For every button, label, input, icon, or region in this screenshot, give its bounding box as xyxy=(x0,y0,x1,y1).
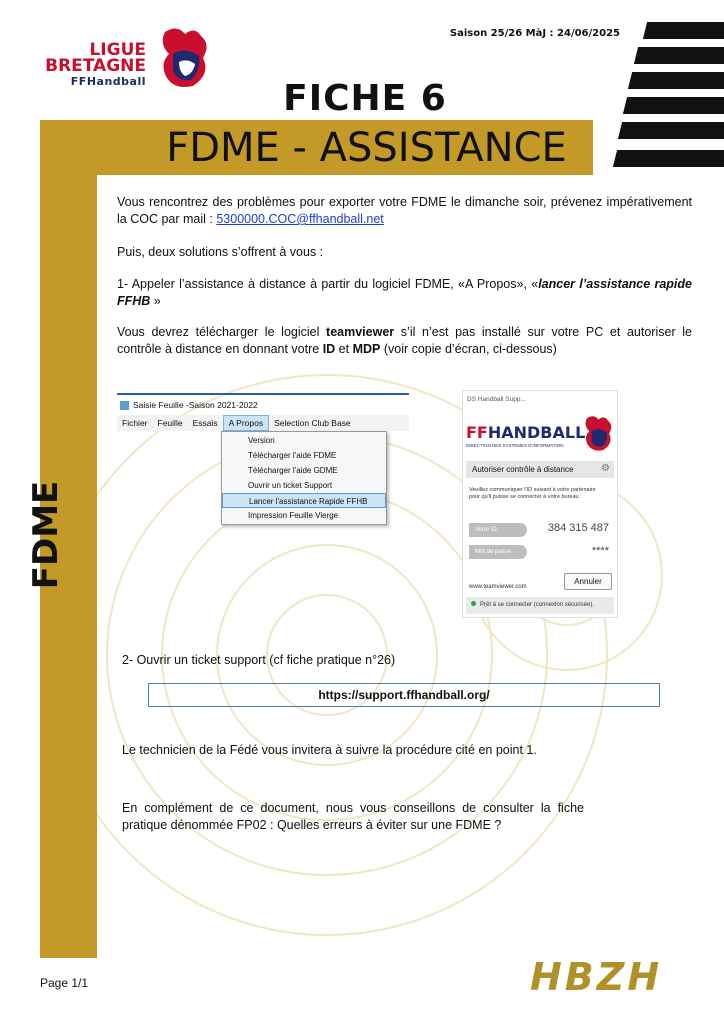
page-title: FDME - ASSISTANCE xyxy=(166,125,567,171)
menu-essais[interactable]: Essais xyxy=(192,418,218,428)
logo-ffhb-text: FFHandball xyxy=(70,75,146,88)
tv-id-value: 384 315 487 xyxy=(547,522,609,534)
paragraph-teamviewer: Vous devrez télécharger le logiciel teamviewer s’il n’est pas installé sur votre PC et autoriser le contrôle à distance en donnant votre ID et MDP (voir copie d’écran, ci-dessous) xyxy=(117,325,692,356)
stripe-6 xyxy=(613,150,724,167)
status-dot-icon xyxy=(471,601,476,606)
tv-brand-subtitle: DIRECTION DES SYSTEMES D'INFORMATION xyxy=(466,443,564,448)
stripe-1 xyxy=(643,22,724,39)
coc-email-link[interactable]: 5300000.COC@ffhandball.net xyxy=(216,212,384,226)
logo-ligue-text: LIGUE xyxy=(89,40,146,60)
menu-item-assistance[interactable]: Lancer l'assistance Rapide FFHB xyxy=(222,493,386,508)
menu-fichier[interactable]: Fichier xyxy=(122,418,148,428)
paragraph-solution-2: 2- Ouvrir un ticket support (cf fiche pratique n°26) xyxy=(122,653,396,667)
cancel-button[interactable]: Annuler xyxy=(564,573,612,590)
tv-id-label: Votre ID xyxy=(469,523,527,537)
season-date: Saison 25/26 MàJ : 24/06/2025 xyxy=(449,28,620,39)
paragraph-solution-1: 1- Appeler l’assistance à distance à partir du logiciel FDME, «A Propos», «lancer l’assistance rapide FFHB » xyxy=(117,277,692,308)
menu-item-aide-fdme[interactable]: Télécharger l'aide FDME xyxy=(248,451,337,460)
tv-window-title: DS Handball Supp... xyxy=(467,396,526,403)
stripe-4 xyxy=(623,97,724,114)
tv-site: www.teamviewer.com xyxy=(469,584,527,590)
menu-item-version[interactable]: Version xyxy=(248,436,275,445)
rooster-logo-icon xyxy=(155,24,213,90)
side-label: FDME xyxy=(26,480,66,590)
fiche-number: FICHE 6 xyxy=(283,78,447,119)
gear-icon[interactable]: ⚙ xyxy=(601,463,610,474)
window-title: Saisie Feuille -Saison 2021-2022 xyxy=(117,393,409,415)
menu-feuille[interactable]: Feuille xyxy=(157,418,183,428)
logo-bretagne-text: BRETAGNE xyxy=(45,56,146,76)
tv-password-value: **** xyxy=(591,545,609,557)
hbzh-logo: HBZH xyxy=(530,955,663,999)
tv-status-bar: Prêt à se connecter (connexion sécurisée). xyxy=(466,597,614,614)
menu-item-impression[interactable]: Impression Feuille Vierge xyxy=(248,511,339,520)
tv-remote-control-bar: Autoriser contrôle à distance xyxy=(466,461,614,478)
app-icon xyxy=(120,401,129,410)
menu-bar xyxy=(117,415,409,431)
teamviewer-screenshot xyxy=(462,390,618,618)
stripe-3 xyxy=(628,72,724,89)
paragraph-technician: Le technicien de la Fédé vous invitera à suivre la procédure cité en point 1. xyxy=(122,743,537,757)
paragraph-complement: En complément de ce document, nous vous conseillons de consulter la fiche pratique dénommée FP02 : Quelles erreurs à éviter sur une FDME ? xyxy=(122,801,584,832)
support-url-link[interactable]: https://support.ffhandball.org/ xyxy=(148,683,660,707)
menu-item-aide-gdme[interactable]: Télécharger l'aide GDME xyxy=(248,466,338,475)
menu-selection-club[interactable]: Selection Club Base xyxy=(274,418,351,428)
page-number: Page 1/1 xyxy=(40,976,89,990)
tv-brand: FFHANDBALL xyxy=(466,423,586,442)
fdme-menu-screenshot xyxy=(117,393,409,523)
stripe-5 xyxy=(618,122,724,139)
a-propos-dropdown xyxy=(221,431,387,525)
tv-rooster-icon xyxy=(581,413,615,453)
menu-a-propos[interactable]: A Propos xyxy=(223,415,270,431)
tv-instructions: Veuillez communiquer l'ID suivant à votre partenaire pour qu'il puisse se connecter à votre bureau : xyxy=(469,487,596,500)
tv-password-label: Mot de passe xyxy=(469,545,527,559)
paragraph-solutions: Puis, deux solutions s’offrent à vous : xyxy=(117,245,324,259)
stripe-2 xyxy=(634,47,724,64)
menu-item-ticket[interactable]: Ouvrir un ticket Support xyxy=(248,481,333,490)
paragraph-intro: Vous rencontrez des problèmes pour exporter votre FDME le dimanche soir, prévenez impérativement la COC par mail : 5300000.COC@ffhandball.net xyxy=(117,195,692,226)
